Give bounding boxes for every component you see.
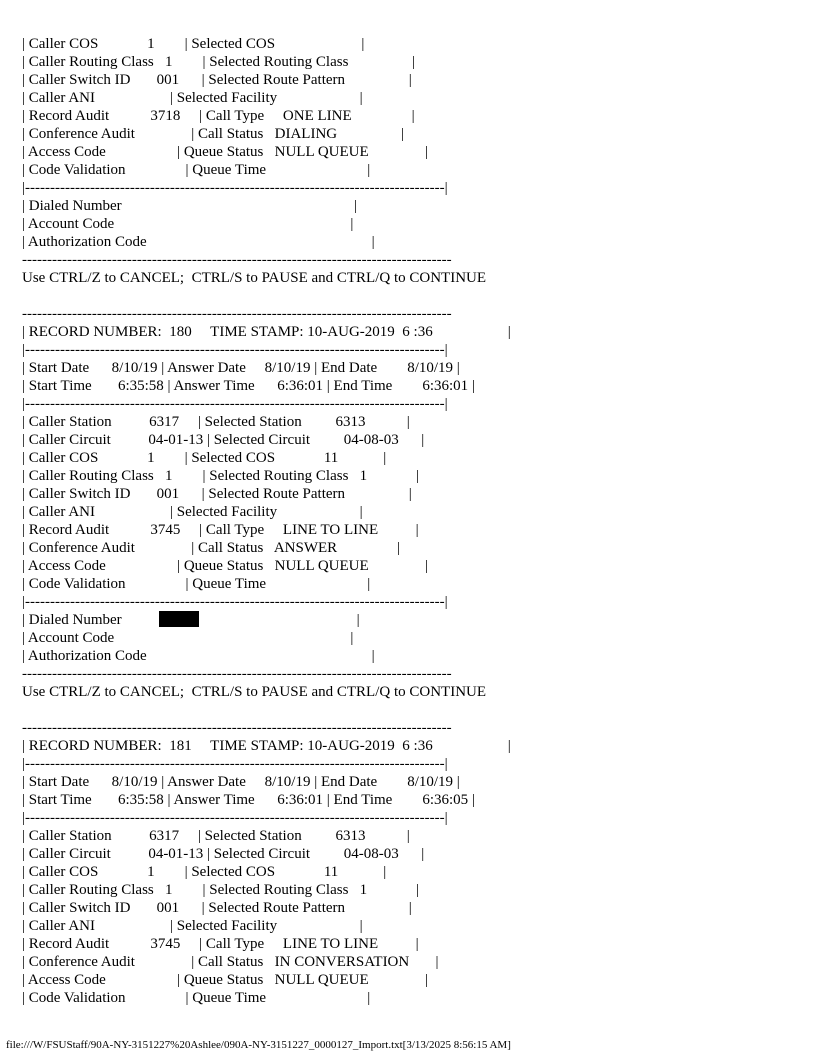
text-line: | RECORD NUMBER: 181 TIME STAMP: 10-AUG-2019 6 :36 |: [22, 738, 511, 754]
text-line: | Account Code |: [22, 630, 354, 646]
text-line: | Code Validation | Queue Time |: [22, 576, 371, 592]
text-line: | Caller Switch ID 001 | Selected Route Pattern |: [22, 72, 412, 88]
text-line: |------------------------------------------------------------------------------------|: [22, 396, 448, 412]
text-line: | Record Audit 3718 | Call Type ONE LINE |: [22, 108, 415, 124]
text-line: | Caller Station 6317 | Selected Station 6313 |: [22, 414, 410, 430]
text-line: | Conference Audit | Call Status ANSWER |: [22, 540, 401, 556]
text-line: |------------------------------------------------------------------------------------|: [22, 594, 448, 610]
text-line: --------------------------------------------------------------------------------------: [22, 666, 452, 682]
text-line: | Authorization Code |: [22, 234, 375, 250]
text-line: | Caller COS 1 | Selected COS |: [22, 36, 365, 52]
text-line: | Access Code | Queue Status NULL QUEUE |: [22, 972, 428, 988]
text-line: [22, 701, 802, 719]
text-line: | Caller ANI | Selected Facility |: [22, 504, 363, 520]
text-line: | Caller COS 1 | Selected COS 11 |: [22, 450, 387, 466]
text-line: | Account Code |: [22, 216, 354, 232]
text-line: | Start Date 8/10/19 | Answer Date 8/10/19 | End Date 8/10/19 |: [22, 360, 460, 376]
text-line: [22, 287, 802, 305]
text-line: --------------------------------------------------------------------------------------: [22, 720, 452, 736]
document-body: [22, 35, 802, 1007]
text-line: | Conference Audit | Call Status IN CONVERSATION |: [22, 954, 439, 970]
text-line: | Caller COS 1 | Selected COS 11 |: [22, 864, 387, 880]
text-line: | Start Time 6:35:58 | Answer Time 6:36:01 | End Time 6:36:05 |: [22, 792, 475, 808]
text-line: |------------------------------------------------------------------------------------|: [22, 342, 448, 358]
text-line: | Record Audit 3745 | Call Type LINE TO LINE |: [22, 936, 419, 952]
text-line: | Start Time 6:35:58 | Answer Time 6:36:01 | End Time 6:36:01 |: [22, 378, 475, 394]
text-line: |------------------------------------------------------------------------------------|: [22, 756, 448, 772]
text-line: | Caller ANI | Selected Facility |: [22, 90, 363, 106]
text-line: |------------------------------------------------------------------------------------|: [22, 180, 448, 196]
text-line: Use CTRL/Z to CANCEL; CTRL/S to PAUSE and CTRL/Q to CONTINUE: [22, 684, 487, 700]
text-line: Use CTRL/Z to CANCEL; CTRL/S to PAUSE and CTRL/Q to CONTINUE: [22, 270, 487, 286]
text-line: | Caller Routing Class 1 | Selected Routing Class 1 |: [22, 882, 419, 898]
text-line: | Conference Audit | Call Status DIALING |: [22, 126, 404, 142]
text-line: |------------------------------------------------------------------------------------|: [22, 810, 448, 826]
text-line: | Authorization Code |: [22, 648, 375, 664]
text-line: | Code Validation | Queue Time |: [22, 990, 371, 1006]
text-line: --------------------------------------------------------------------------------------: [22, 306, 452, 322]
text-line: | Access Code | Queue Status NULL QUEUE |: [22, 558, 428, 574]
text-line: | Caller ANI | Selected Facility |: [22, 918, 363, 934]
text-line: | Dialed Number |: [22, 612, 360, 628]
redaction-box: [159, 611, 199, 627]
text-line: | Caller Circuit 04-01-13 | Selected Circuit 04-08-03 |: [22, 432, 425, 448]
text-line: | Caller Switch ID 001 | Selected Route Pattern |: [22, 486, 412, 502]
text-line: | Caller Station 6317 | Selected Station 6313 |: [22, 828, 410, 844]
text-line: | RECORD NUMBER: 180 TIME STAMP: 10-AUG-2019 6 :36 |: [22, 324, 511, 340]
text-line: | Code Validation | Queue Time |: [22, 162, 371, 178]
text-line: | Dialed Number |: [22, 198, 358, 214]
text-line: | Record Audit 3745 | Call Type LINE TO LINE |: [22, 522, 419, 538]
footer-file-path: file:///W/FSUStaff/90A-NY-3151227%20Ashlee/090A-NY-3151227_0000127_Import.txt[3/13/2025 8:56:15 AM]: [6, 1039, 511, 1051]
text-line: | Caller Routing Class 1 | Selected Routing Class |: [22, 54, 416, 70]
text-line: --------------------------------------------------------------------------------------: [22, 252, 452, 268]
text-line: | Access Code | Queue Status NULL QUEUE |: [22, 144, 428, 160]
text-line: | Start Date 8/10/19 | Answer Date 8/10/19 | End Date 8/10/19 |: [22, 774, 460, 790]
text-line: | Caller Routing Class 1 | Selected Routing Class 1 |: [22, 468, 419, 484]
text-line: | Caller Switch ID 001 | Selected Route Pattern |: [22, 900, 412, 916]
text-line: | Caller Circuit 04-01-13 | Selected Circuit 04-08-03 |: [22, 846, 425, 862]
